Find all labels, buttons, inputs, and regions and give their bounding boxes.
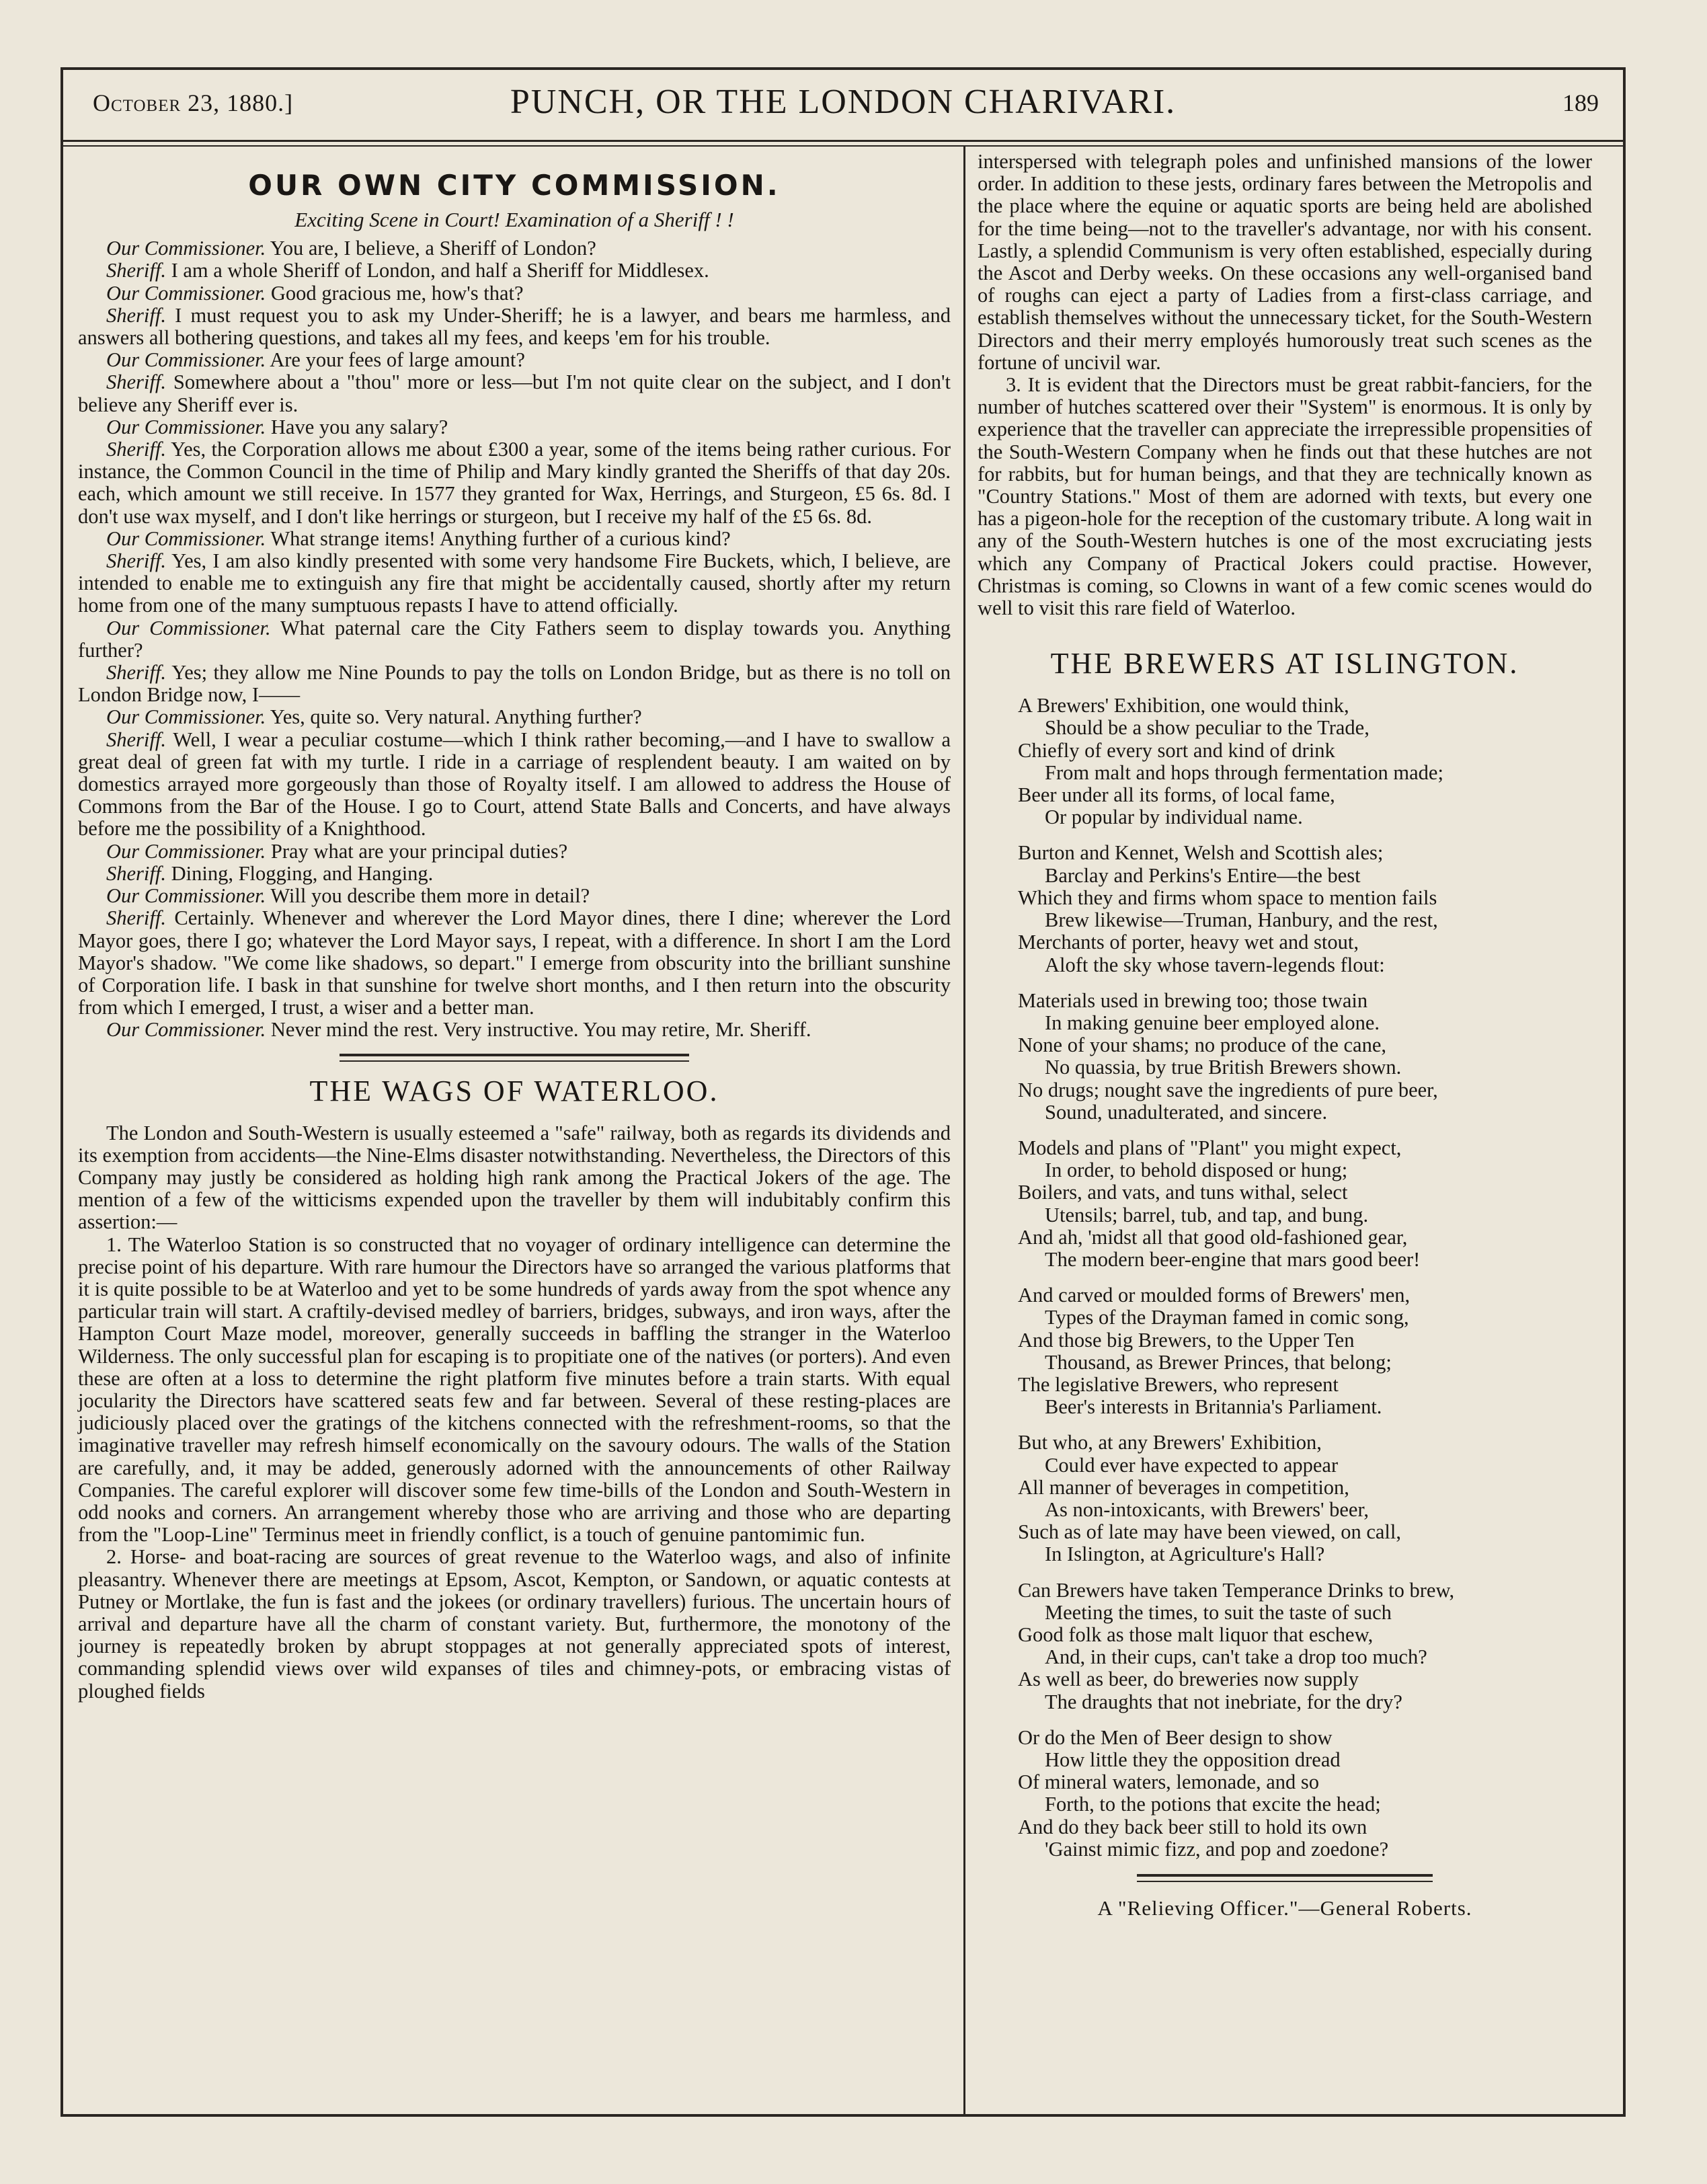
dialogue-line <box>78 305 951 349</box>
poem-stanza <box>1018 842 1592 976</box>
dialogue-text: Yes, quite so. Very natural. Anything further? <box>270 705 642 729</box>
poem-line: Good folk as those malt liquor that eschew, <box>1018 1623 1374 1646</box>
dialogue-text: Never mind the rest. Very instructive. You may retire, Mr. Sheriff. <box>270 1018 811 1042</box>
poem-line: Or do the Men of Beer design to show <box>1018 1725 1333 1749</box>
waterloo-title: THE WAGS OF WATERLOO. <box>309 1074 719 1107</box>
waterloo-paragraph: 1. The Waterloo Station is so constructed that no voyager of ordinary intelligence can determine the precise point of his departure. With rare humour the Directors have so arranged the various platforms that it is quite possible to be at Waterloo and yet to be some hundreds of yards away from the spot whence any particular train will start. A craftily-devised medley of barriers, bridges, subways, and iron ways, after the Hampton Court Maze model, moreover, generally succeeds in baffling the stranger in the Waterloo Wilderness. The only successful plan for escaping is to propitiate one of the natives (or porters). And even these are often at a loss to determine the right platform five minutes before a train starts. With equal jocularity the Directors have scattered seats few and far between. Several of these resting-places are judiciously placed over the gratings of the kitchens connected with the refreshment-rooms, so that the imaginative traveller may refresh himself economically on the savoury odours. The walls of the Station are carefully, and, it may be added, generously adorned with the announcements of other Railway Companies. The careful explorer will discover some few time-bills of the London and South-Western in odd nooks and corners. An arrangement whereby those who are arriving and those who are departing from the "Loop-Line" Terminus meet in friendly conflict, is a touch of genuine pantomimic fun. <box>78 1233 951 1547</box>
poem-stanza <box>1018 1284 1592 1418</box>
speaker-name: Our Commissioner. <box>106 884 266 908</box>
dialogue-text: Pray what are your principal duties? <box>270 839 568 863</box>
dialogue-text: Yes; they allow me Nine Pounds to pay the tolls on London Bridge, but as there is no toll on London Bridge now, I—— <box>78 661 951 707</box>
speaker-name: Our Commissioner. <box>106 526 266 550</box>
poem-line: The legislative Brewers, who represent <box>1018 1372 1339 1396</box>
poem-line: Such as of late may have been viewed, on call, <box>1018 1520 1401 1544</box>
speaker-name: Sheriff. <box>106 370 166 394</box>
section-divider <box>1137 1874 1433 1882</box>
right-column <box>978 151 1592 1919</box>
poem-line: But who, at any Brewers' Exhibition, <box>1018 1431 1322 1454</box>
poem-line: The modern beer-engine that mars good beer! <box>1045 1247 1421 1271</box>
speaker-name: Sheriff. <box>106 661 166 685</box>
poem-line: From malt and hops through fermentation made; <box>1045 760 1443 784</box>
commission-subtitle: Exciting Scene in Court! Examination of a Sheriff ! ! <box>294 208 734 231</box>
speaker-name: Our Commissioner. <box>106 281 266 305</box>
dialogue-line <box>78 528 951 550</box>
poem-line: Of mineral waters, lemonade, and so <box>1018 1770 1320 1794</box>
commission-title: OUR OWN CITY COMMISSION. <box>248 169 781 202</box>
poem-line: And ah, 'midst all that good old-fashioned gear, <box>1018 1225 1408 1249</box>
dialogue-line <box>78 260 951 282</box>
speaker-name: Sheriff. <box>106 259 166 282</box>
brewers-title: THE BREWERS AT ISLINGTON. <box>1050 647 1519 680</box>
poem-line: In making genuine beer employed alone. <box>1045 1011 1380 1034</box>
header-title: PUNCH, OR THE LONDON CHARIVARI. <box>510 83 1177 121</box>
dialogue-text: What strange items! Anything further of a curious kind? <box>270 526 731 550</box>
header-double-rule <box>63 145 1623 147</box>
dialogue-line <box>78 438 951 528</box>
poem-line: And, in their cups, can't take a drop too much? <box>1045 1645 1427 1669</box>
dialogue-line <box>78 416 951 438</box>
speaker-name: Sheriff. <box>106 906 166 930</box>
dialogue-text: Will you describe them more in detail? <box>270 884 590 908</box>
poem-line: Sound, unadulterated, and sincere. <box>1045 1100 1328 1124</box>
speaker-name: Sheriff. <box>106 303 166 327</box>
poem-line: Aloft the sky whose tavern-legends flout: <box>1045 953 1385 976</box>
poem-line: 'Gainst mimic fizz, and pop and zoedone? <box>1045 1837 1389 1861</box>
dialogue-line <box>78 885 951 907</box>
dialogue-line <box>78 729 951 841</box>
dialogue-text: I am a whole Sheriff of London, and half a Sheriff for Middlesex. <box>171 259 709 282</box>
poem-line: Beer under all its forms, of local fame, <box>1018 783 1335 807</box>
speaker-name: Our Commissioner. <box>106 1018 266 1042</box>
dialogue-text: Yes, the Corporation allows me about £300 a year, some of the items being rather curious. For instance, the Common Council in the time of Philip and Mary kindly granted the Sheriffs of that day 20s. each, which amount we still receive. In 1577 they granted for Wax, Herrings, and Sturgeon, £5 6s. 8d. I don't use wax myself, and I don't like herrings or sturgeon, but I receive my half of the £5 6s. 8d. <box>78 438 951 528</box>
waterloo-paragraph: The London and South-Western is usually esteemed a "safe" railway, both as regards its dividends and its exemption from accidents—the Nine-Elms disaster notwithstanding. Nevertheless, the Directors of this Company may justly be considered as holding high rank among the Practical Jokers of the age. The mention of a few of the witticisms expended upon the traveller by them will indubitably confirm this assertion:— <box>78 1121 951 1234</box>
poem-stanza <box>1018 990 1592 1124</box>
poem-line: Burton and Kennet, Welsh and Scottish ales; <box>1018 841 1384 865</box>
poem-line: Models and plans of "Plant" you might expect, <box>1018 1136 1402 1159</box>
poem-line: All manner of beverages in competition, <box>1018 1475 1349 1499</box>
page-number: 189 <box>1562 89 1599 116</box>
poem-stanza <box>1018 695 1592 828</box>
dialogue-text: Dining, Flogging, and Hanging. <box>171 861 434 885</box>
section-divider <box>340 1054 689 1062</box>
header-date: October 23, 1880.] <box>93 89 294 116</box>
speaker-name: Our Commissioner. <box>106 237 266 260</box>
poem-line: Or popular by individual name. <box>1045 806 1303 829</box>
poem-line: Meeting the times, to suit the taste of such <box>1045 1600 1392 1624</box>
poem-line: Thousand, as Brewer Princes, that belong; <box>1045 1350 1392 1374</box>
poem-line: Materials used in brewing too; those twain <box>1018 988 1368 1012</box>
poem-line: Should be a show peculiar to the Trade, <box>1045 716 1369 740</box>
poem-line: Could ever have expected to appear <box>1045 1453 1339 1477</box>
dialogue-text: Somewhere about a "thou" more or less—but I'm not quite clear on the subject, and I don't believe any Sheriff ever is. <box>78 370 951 416</box>
poem-line: Barclay and Perkins's Entire—the best <box>1045 863 1361 887</box>
waterloo-paragraph: 2. Horse- and boat-racing are sources of great revenue to the Waterloo wags, and also of infinite pleasantry. Whenever there are meetings at Epsom, Ascot, Kempton, or Sandown, or aquatic contests at Putney or Mortlake, the fun is fast and the jokees (or ordinary travellers) furious. The uncertain hours of arrival and departure have all the charm of constant variety. But, furthermore, the monotony of the journey is repeatedly broken by abrupt stoppages at not generally appreciated spots of interest, commanding splendid views over wild expanses of tiles and chimney-pots, or embracing vistas of ploughed fields <box>78 1545 951 1703</box>
poem-stanza <box>1018 1432 1592 1565</box>
poem-line: Chiefly of every sort and kind of drink <box>1018 738 1335 762</box>
commission-dialogue <box>78 237 951 1041</box>
poem-line: How little they the opposition dread <box>1045 1748 1341 1771</box>
dialogue-text: I must request you to ask my Under-Sheriff; he is a lawyer, and bears me harmless, and answers all bothering questions, and takes all my fees, and keeps 'em for his trouble. <box>78 303 951 350</box>
dialogue-text: You are, I believe, a Sheriff of London? <box>270 237 596 260</box>
dialogue-text: Yes, I am also kindly presented with some very handsome Fire Buckets, which, I believe, are intended to enable me to extinguish any fire that might be accidentally caused, shortly after my return home from one of the many sumptuous repasts I have to attend officially. <box>78 549 951 617</box>
poem-line: In order, to behold disposed or hung; <box>1045 1159 1348 1182</box>
poem-line: No drugs; nought save the ingredients of pure beer, <box>1018 1078 1438 1101</box>
poem-line: Types of the Drayman famed in comic song, <box>1045 1306 1409 1329</box>
poem-line: Which they and firms whom space to mention fails <box>1018 886 1437 909</box>
poem-line: Forth, to the potions that excite the head; <box>1045 1793 1381 1816</box>
poem-line: As non-intoxicants, with Brewers' beer, <box>1045 1497 1369 1521</box>
poem-line: In Islington, at Agriculture's Hall? <box>1045 1543 1325 1566</box>
dialogue-line <box>78 550 951 617</box>
dialogue-line <box>78 237 951 260</box>
dialogue-line <box>78 282 951 305</box>
dialogue-text: Good gracious me, how's that? <box>270 281 524 305</box>
page-frame <box>61 67 1626 2117</box>
dialogue-line <box>78 863 951 885</box>
poem-line: Beer's interests in Britannia's Parliament. <box>1045 1395 1382 1419</box>
poem-line: And carved or moulded forms of Brewers' men, <box>1018 1284 1411 1307</box>
dialogue-text: Well, I wear a peculiar costume—which I think rather becoming,—and I have to swallow a great deal of green fat with my turtle. I ride in a carriage of resplendent beauty. I am waited on by domestics arrayed more gorgeously than those of Royalty itself. I am allowed to address the House of Commons from the Bar of the House. I go to Court, attend State Balls and Concerts, and have always before me the possibility of a Knighthood. <box>78 728 951 841</box>
brewers-poem <box>978 695 1592 1861</box>
poem-stanza <box>1018 1580 1592 1713</box>
poem-stanza <box>1018 1137 1592 1271</box>
column-separator <box>963 147 965 2114</box>
poem-line: As well as beer, do breweries now supply <box>1018 1668 1359 1691</box>
dialogue-line <box>78 349 951 371</box>
poem-line: Merchants of porter, heavy wet and stout, <box>1018 931 1359 954</box>
speaker-name: Our Commissioner. <box>106 839 266 863</box>
poem-line: A Brewers' Exhibition, one would think, <box>1018 694 1349 717</box>
dialogue-line <box>78 371 951 416</box>
poem-line: Can Brewers have taken Temperance Drinks to brew, <box>1018 1578 1455 1602</box>
poem-line: The draughts that not inebriate, for the dry? <box>1045 1690 1402 1713</box>
page-header <box>63 70 1623 142</box>
dialogue-text: Certainly. Whenever and wherever the Lord Mayor dines, there I dine; wherever the Lord Mayor goes, there I go; whatever the Lord Mayor says, I repeat, with a difference. In short I am the Lord Mayor's shadow. "We come like shadows, so depart." I emerge from obscurity into the brilliant sunshine of Corporation life. I bask in that sunshine for twelve short months, and I then return into the obscurity from which I emerged, I trust, a wiser and a better man. <box>78 906 951 1019</box>
poem-line: Brew likewise—Truman, Hanbury, and the rest, <box>1045 908 1438 932</box>
speaker-name: Sheriff. <box>106 728 166 751</box>
poem-line: Boilers, and vats, and tuns withal, select <box>1018 1181 1348 1204</box>
dialogue-text: Have you any salary? <box>270 415 448 438</box>
dialogue-line <box>78 617 951 662</box>
poem-line: And do they back beer still to hold its own <box>1018 1815 1367 1838</box>
dialogue-line <box>78 841 951 863</box>
poem-line: None of your shams; no produce of the cane, <box>1018 1034 1386 1057</box>
speaker-name: Sheriff. <box>106 549 166 573</box>
speaker-name: Our Commissioner. <box>106 415 266 438</box>
waterloo-paragraph: 3. It is evident that the Directors must be great rabbit-fanciers, for the number of hutches scattered over their "System" is enormous. It is only by experience that the traveller can appreciate the irrepressible propensities of the South-Western Company when he finds out that these hutches are not for rabbits, but for human beings, and that they are technically known as "Country Stations." Most of them are adorned with texts, but every one has a pigeon-hole for the reception of the customary tribute. A long wait in any of the South-Western hutches is one of the most excruciating jests which any Company of Practical Jokers could practise. However, Christmas is coming, so Clowns in want of a few comic scenes would do well to visit this rare field of Waterloo. <box>978 373 1592 620</box>
poem-stanza <box>1018 1727 1592 1861</box>
speaker-name: Our Commissioner. <box>106 616 271 639</box>
dialogue-line <box>78 662 951 706</box>
dialogue-line <box>78 706 951 728</box>
speaker-name: Our Commissioner. <box>106 705 266 729</box>
poem-line: Utensils; barrel, tub, and tap, and bung. <box>1045 1203 1369 1226</box>
dialogue-line <box>78 1019 951 1041</box>
dialogue-text: What paternal care the City Fathers seem to display towards you. Anything further? <box>78 616 951 662</box>
waterloo-paragraph: interspersed with telegraph poles and unfinished mansions of the lower order. In addition to these jests, ordinary fares between the Metropolis and the place where the equine or aquatic sports are being held are abolished for the time being—not to the traveller's advantage, nor with his consent. Lastly, a splendid Communism is very often established, especially during the Ascot and Derby weeks. On these occasions any well-organised band of roughs can eject a party of Ladies from a first-class carriage, and establish themselves without the unnecessary ticket, for the South-Western Directors and their merry employés humorously treat such scenes as the fortune of uncivil war. <box>978 150 1592 374</box>
poem-line: No quassia, by true British Brewers shown. <box>1045 1056 1402 1079</box>
speaker-name: Sheriff. <box>106 438 166 461</box>
dialogue-text: Are your fees of large amount? <box>270 348 525 372</box>
speaker-name: Our Commissioner. <box>106 348 266 372</box>
dialogue-line <box>78 907 951 1019</box>
poem-line: And those big Brewers, to the Upper Ten <box>1018 1328 1355 1352</box>
left-column <box>78 151 951 1703</box>
closing-line: A "Relieving Officer."—General Roberts. <box>1097 1896 1472 1920</box>
speaker-name: Sheriff. <box>106 861 166 885</box>
